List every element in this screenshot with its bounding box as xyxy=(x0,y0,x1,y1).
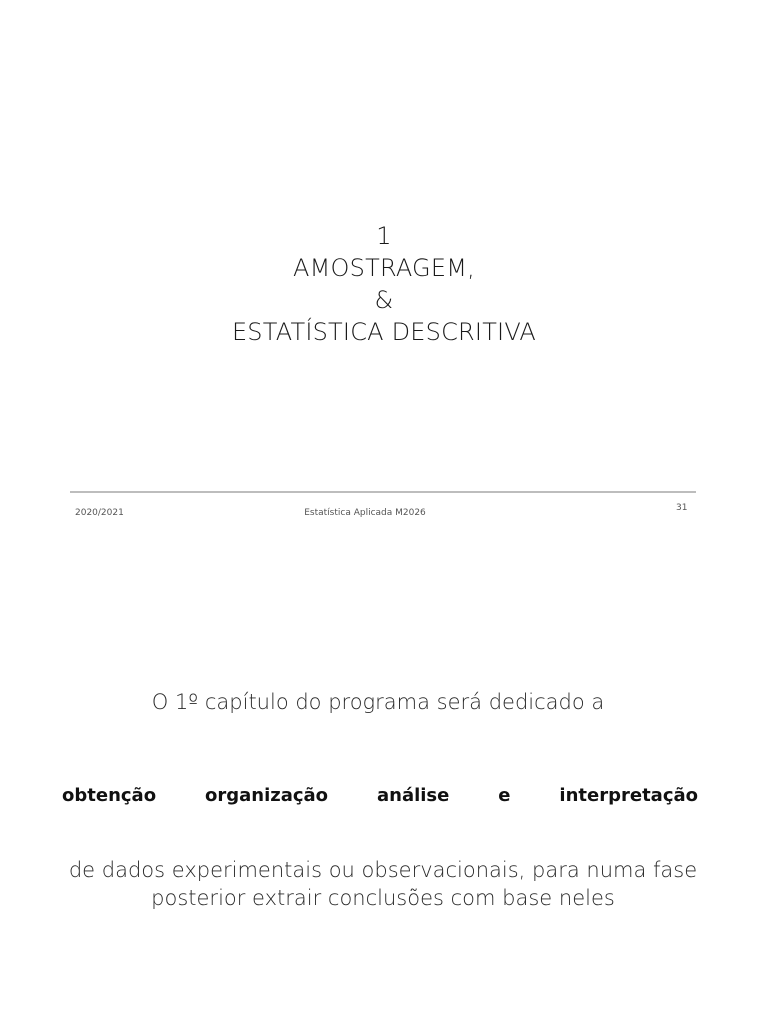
closing-line-2: posterior extrair conclusões com base neles xyxy=(151,886,615,910)
keyword-e: e xyxy=(498,785,511,806)
title-line-estatistica: ESTATÍSTICA DESCRITIVA xyxy=(231,318,537,346)
footer-year: 2020/2021 xyxy=(75,508,124,518)
title-line-amostragem: AMOSTRAGEM, xyxy=(293,254,475,282)
footer-course-name: Estatística Aplicada M2026 xyxy=(304,508,426,518)
closing-line-1: de dados experimentais ou observacionais, para numa fase xyxy=(68,858,698,882)
keyword-interpretacao: interpretação xyxy=(559,785,698,806)
intro-text: O 1º capítulo do programa será dedicado a xyxy=(151,690,605,714)
slide-title-heading xyxy=(0,220,768,348)
keyword-row xyxy=(62,784,698,808)
closing-text xyxy=(0,856,766,912)
keyword-obtencao: obtenção xyxy=(62,785,157,806)
title-chapter-number: 1 xyxy=(376,222,392,250)
keyword-analise: análise xyxy=(376,785,450,806)
keyword-organizacao: organização xyxy=(204,785,329,806)
title-line-ampersand: & xyxy=(374,286,394,314)
footer-page-number: 31 xyxy=(676,503,688,513)
slide-chapter-intro xyxy=(0,530,768,1024)
footer-divider xyxy=(70,491,696,493)
